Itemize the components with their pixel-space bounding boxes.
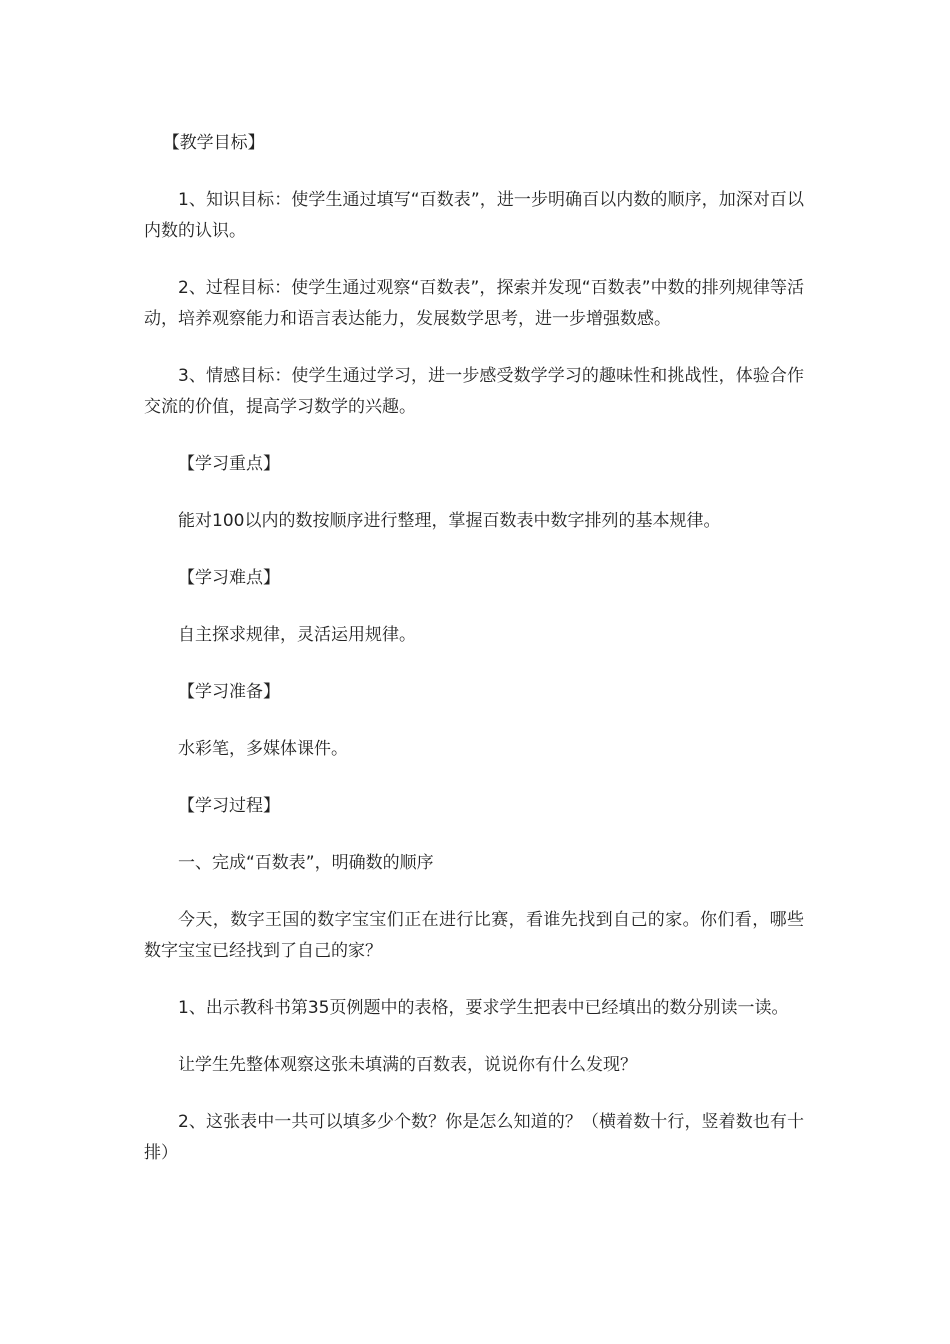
- difficulties-text: 自主探求规律，灵活运用规律。: [178, 625, 416, 645]
- goal-knowledge: 1、知识目标：使学生通过填写“百数表”，进一步明确百以内数的顺序，加深对百以内数的认识。: [144, 190, 804, 241]
- document-page: [144, 128, 804, 1195]
- key-points-text: 能对100以内的数按顺序进行整理，掌握百数表中数字排列的基本规律。: [178, 511, 721, 531]
- goal-process: 2、过程目标：使学生通过观察“百数表”，探索并发现“百数表”中数的排列规律等活动，培养观察能力和语言表达能力，发展数学思考，进一步增强数感。: [144, 278, 804, 329]
- heading-learning-process: 【学习过程】: [178, 796, 280, 816]
- step-one-title: 一、完成“百数表”，明确数的顺序: [178, 853, 434, 873]
- step-2-paragraph: 2、这张表中一共可以填多少个数？你是怎么知道的？（横着数十行，竖着数也有十排）: [144, 1112, 804, 1163]
- step-1-paragraph: 1、出示教科书第35页例题中的表格，要求学生把表中已经填出的数分别读一读。: [178, 998, 789, 1018]
- observe-paragraph: 让学生先整体观察这张未填满的百数表，说说你有什么发现？: [178, 1055, 637, 1075]
- heading-teaching-goals: 【教学目标】: [162, 133, 265, 153]
- intro-paragraph: 今天，数字王国的数字宝宝们正在进行比赛，看谁先找到自己的家。你们看，哪些数字宝宝已经找到了自己的家？: [144, 910, 804, 961]
- heading-difficulties: 【学习难点】: [178, 568, 280, 588]
- preparation-text: 水彩笔，多媒体课件。: [178, 739, 348, 759]
- heading-key-points: 【学习重点】: [178, 454, 280, 474]
- heading-preparation: 【学习准备】: [178, 682, 280, 702]
- goal-emotion: 3、情感目标：使学生通过学习，进一步感受数学学习的趣味性和挑战性，体验合作交流的价值，提高学习数学的兴趣。: [144, 366, 804, 417]
